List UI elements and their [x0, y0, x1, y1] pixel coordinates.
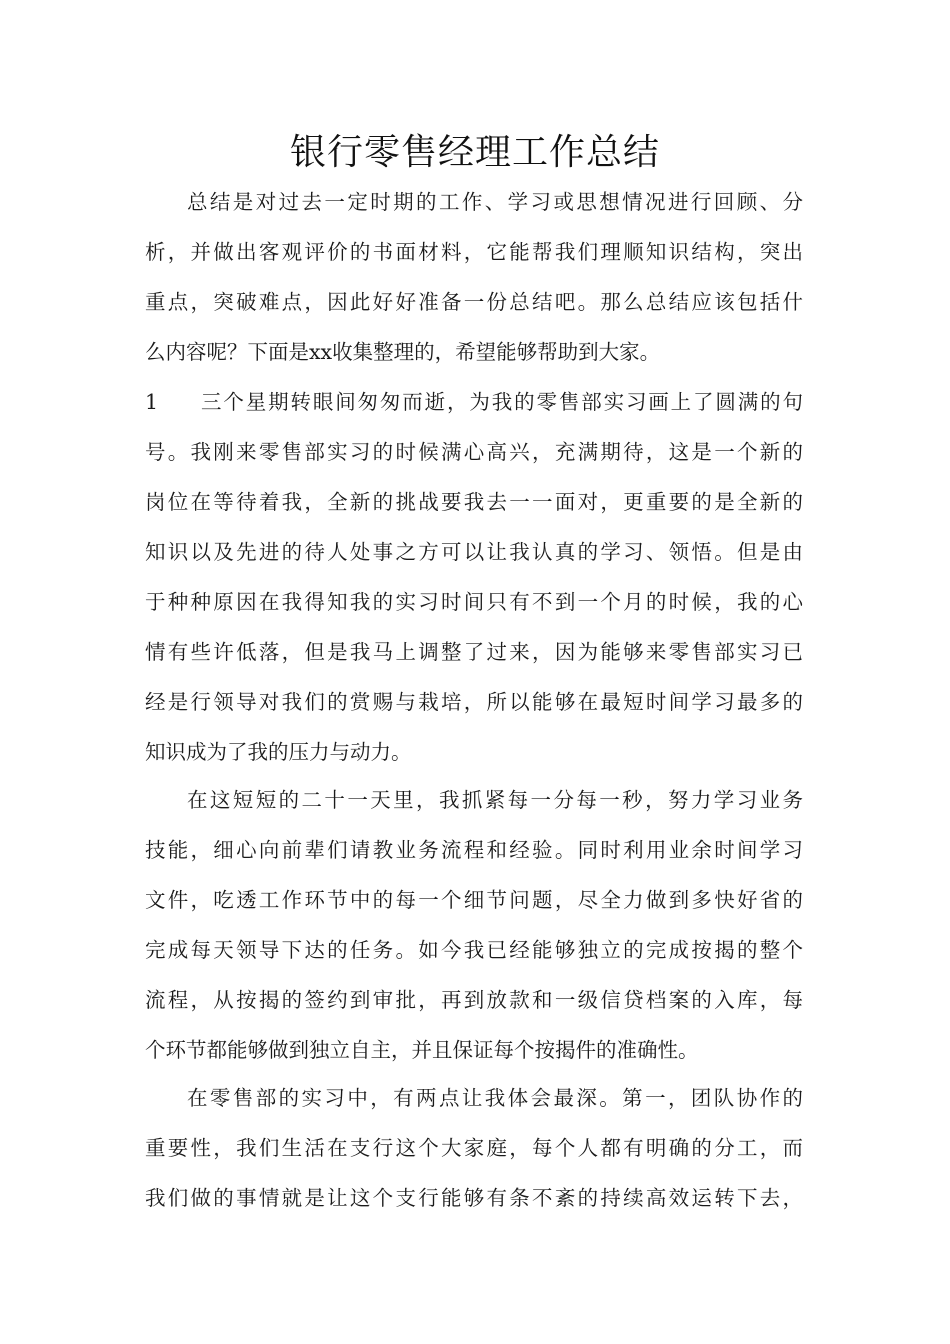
document-title: 银行零售经理工作总结	[289, 132, 660, 173]
section-1-line-3: 岗位在等待着我，全新的挑战要我去一一面对，更重要的是全新的	[145, 490, 803, 514]
para-2-line-4: 完成每天领导下达的任务。如今我已经能够独立的完成按揭的整个	[145, 938, 803, 962]
intro-line-1: 总结是对过去一定时期的工作、学习或思想情况进行回顾、分	[187, 190, 803, 214]
section-1-line-2: 号。我刚来零售部实习的时候满心高兴，充满期待，这是一个新的	[145, 440, 803, 464]
intro-line-4: 么内容呢？下面是xx收集整理的，希望能够帮助到大家。	[145, 340, 661, 364]
para-2-line-2: 技能，细心向前辈们请教业务流程和经验。同时利用业余时间学习	[145, 838, 803, 862]
section-1-line-8: 知识成为了我的压力与动力。	[145, 740, 412, 764]
para-3-line-3: 我们做的事情就是让这个支行能够有条不紊的持续高效运转下去，	[145, 1186, 803, 1210]
intro-line-2: 析，并做出客观评价的书面材料，它能帮我们理顺知识结构，突出	[145, 240, 803, 264]
section-1-first-line	[145, 382, 803, 422]
para-2-line-5: 流程，从按揭的签约到审批，再到放款和一级信贷档案的入库，每	[145, 988, 803, 1012]
section-1-line-5: 于种种原因在我得知我的实习时间只有不到一个月的时候，我的心	[145, 590, 803, 614]
section-1-line-4: 知识以及先进的待人处事之方可以让我认真的学习、领悟。但是由	[145, 540, 803, 564]
intro-line-3: 重点，突破难点，因此好好准备一份总结吧。那么总结应该包括什	[145, 290, 803, 314]
para-2-line-3: 文件，吃透工作环节中的每一个细节问题，尽全力做到多快好省的	[145, 888, 803, 912]
para-3-line-2: 重要性，我们生活在支行这个大家庭，每个人都有明确的分工，而	[145, 1136, 803, 1160]
section-1-line-7: 经是行领导对我们的赏赐与栽培，所以能够在最短时间学习最多的	[145, 690, 803, 714]
para-2-line-6: 个环节都能够做到独立自主，并且保证每个按揭件的准确性。	[145, 1038, 699, 1062]
para-3-line-1: 在零售部的实习中，有两点让我体会最深。第一，团队协作的	[187, 1086, 803, 1110]
section-1-line-1: 三个星期转眼间匆匆而逝，为我的零售部实习画上了圆满的句	[201, 390, 803, 414]
para-2-line-1: 在这短短的二十一天里，我抓紧每一分每一秒，努力学习业务	[187, 788, 803, 812]
section-number: 1	[145, 390, 159, 414]
section-1-line-6: 情有些许低落，但是我马上调整了过来，因为能够来零售部实习已	[145, 640, 803, 664]
